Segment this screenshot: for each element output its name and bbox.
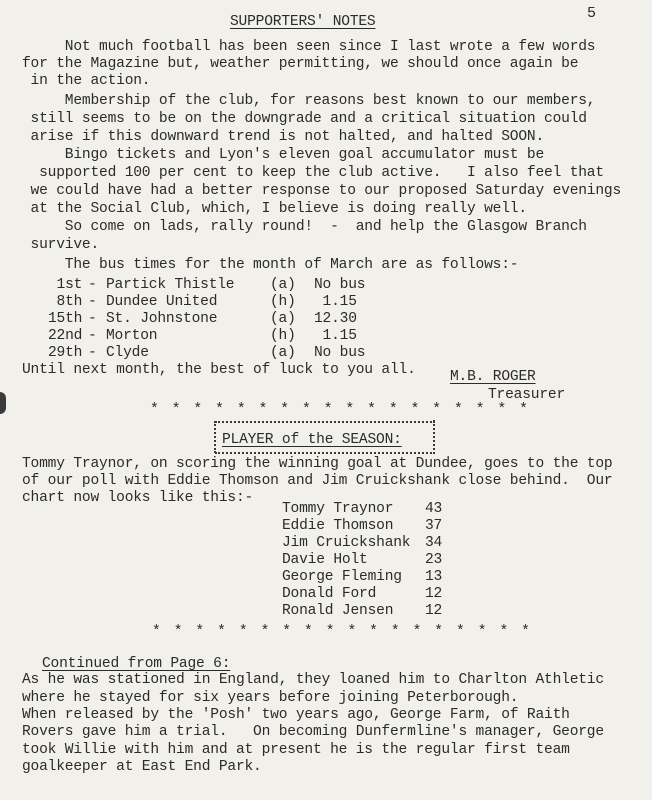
bus-date: 22nd xyxy=(48,328,83,344)
continued-line: When released by the 'Posh' two years ago, George Farm, of Raith xyxy=(22,707,570,723)
bus-venue: (a) xyxy=(270,277,296,293)
paragraph-line: So come on lads, rally round! - and help the Glasgow Branch xyxy=(22,219,587,235)
page-number: 5 xyxy=(587,5,597,22)
poll-votes: 12 xyxy=(425,586,443,602)
signature-role: Treasurer xyxy=(488,387,566,403)
paragraph-line: for the Magazine but, weather permitting, we should once again be xyxy=(22,56,579,72)
poll-votes: 34 xyxy=(425,535,443,551)
paragraph-line: still seems to be on the downgrade and a critical situation could xyxy=(22,111,587,127)
bus-date: 8th xyxy=(48,294,83,310)
bus-dash: - xyxy=(88,294,97,310)
bus-dash: - xyxy=(88,311,97,327)
continued-line: As he was stationed in England, they loaned him to Charlton Athletic xyxy=(22,672,604,688)
bus-dash: - xyxy=(88,277,97,293)
bus-opponent: Morton xyxy=(106,328,158,344)
continued-line: took Willie with him and at present he is the regular first team xyxy=(22,742,570,758)
continued-line: Rovers gave him a trial. On becoming Dunfermline's manager, George xyxy=(22,724,604,740)
star-divider: * * * * * * * * * * * * * * * * * * xyxy=(150,402,531,418)
bus-time: 1.15 xyxy=(314,294,357,310)
paragraph-line: we could have had a better response to our proposed Saturday evenings xyxy=(22,183,622,199)
bus-opponent: St. Johnstone xyxy=(106,311,218,327)
continued-line: where he stayed for six years before joining Peterborough. xyxy=(22,690,519,706)
bus-date: 1st xyxy=(48,277,83,293)
bus-time: 12.30 xyxy=(314,311,357,327)
poll-title: PLAYER of the SEASON: xyxy=(222,432,402,448)
poll-votes: 13 xyxy=(425,569,443,585)
poll-votes: 12 xyxy=(425,603,443,619)
bus-time: No bus xyxy=(314,345,366,361)
paragraph-line: arise if this downward trend is not halted, and halted SOON. xyxy=(22,129,545,145)
bus-time: 1.15 xyxy=(314,328,357,344)
bus-venue: (a) xyxy=(270,311,296,327)
continued-heading: Continued from Page 6: xyxy=(42,656,231,672)
signature-name: M.B. ROGER xyxy=(450,369,536,385)
continued-line: goalkeeper at East End Park. xyxy=(22,759,262,775)
bus-venue: (h) xyxy=(270,294,296,310)
poll-intro-line: chart now looks like this:- xyxy=(22,490,254,506)
bus-dash: - xyxy=(88,328,97,344)
bus-opponent: Clyde xyxy=(106,345,149,361)
bus-time: No bus xyxy=(314,277,366,293)
binding-hole-mark xyxy=(0,392,6,414)
poll-player: Donald Ford xyxy=(282,586,377,602)
paragraph-line: Not much football has been seen since I last wrote a few words xyxy=(22,39,596,55)
paragraph-line: supported 100 per cent to keep the club active. I also feel that xyxy=(22,165,604,181)
poll-player: Eddie Thomson xyxy=(282,518,394,534)
paragraph-line: in the action. xyxy=(22,73,151,89)
poll-intro-line: Tommy Traynor, on scoring the winning goal at Dundee, goes to the top xyxy=(22,456,613,472)
paragraph-line: survive. xyxy=(22,237,100,253)
poll-votes: 43 xyxy=(425,501,443,517)
poll-intro-line: of our poll with Eddie Thomson and Jim Cruickshank close behind. Our xyxy=(22,473,613,489)
closing-line: Until next month, the best of luck to you all. xyxy=(22,362,416,378)
bus-dash: - xyxy=(88,345,97,361)
poll-player: Davie Holt xyxy=(282,552,368,568)
poll-votes: 37 xyxy=(425,518,443,534)
poll-player: Ronald Jensen xyxy=(282,603,394,619)
bus-date: 29th xyxy=(48,345,83,361)
star-divider: * * * * * * * * * * * * * * * * * * xyxy=(152,624,533,640)
paragraph-line: Membership of the club, for reasons best known to our members, xyxy=(22,93,596,109)
poll-player: Tommy Traynor xyxy=(282,501,394,517)
poll-votes: 23 xyxy=(425,552,443,568)
bus-opponent: Partick Thistle xyxy=(106,277,235,293)
bus-venue: (h) xyxy=(270,328,296,344)
poll-player: Jim Cruickshank xyxy=(282,535,411,551)
bus-date: 15th xyxy=(48,311,83,327)
paragraph-line: Bingo tickets and Lyon's eleven goal accumulator must be xyxy=(22,147,545,163)
bus-opponent: Dundee United xyxy=(106,294,218,310)
poll-player: George Fleming xyxy=(282,569,402,585)
bus-intro: The bus times for the month of March are as follows:- xyxy=(22,257,519,273)
bus-venue: (a) xyxy=(270,345,296,361)
page-title: SUPPORTERS' NOTES xyxy=(230,14,376,30)
paragraph-line: at the Social Club, which, I believe is doing really well. xyxy=(22,201,527,217)
